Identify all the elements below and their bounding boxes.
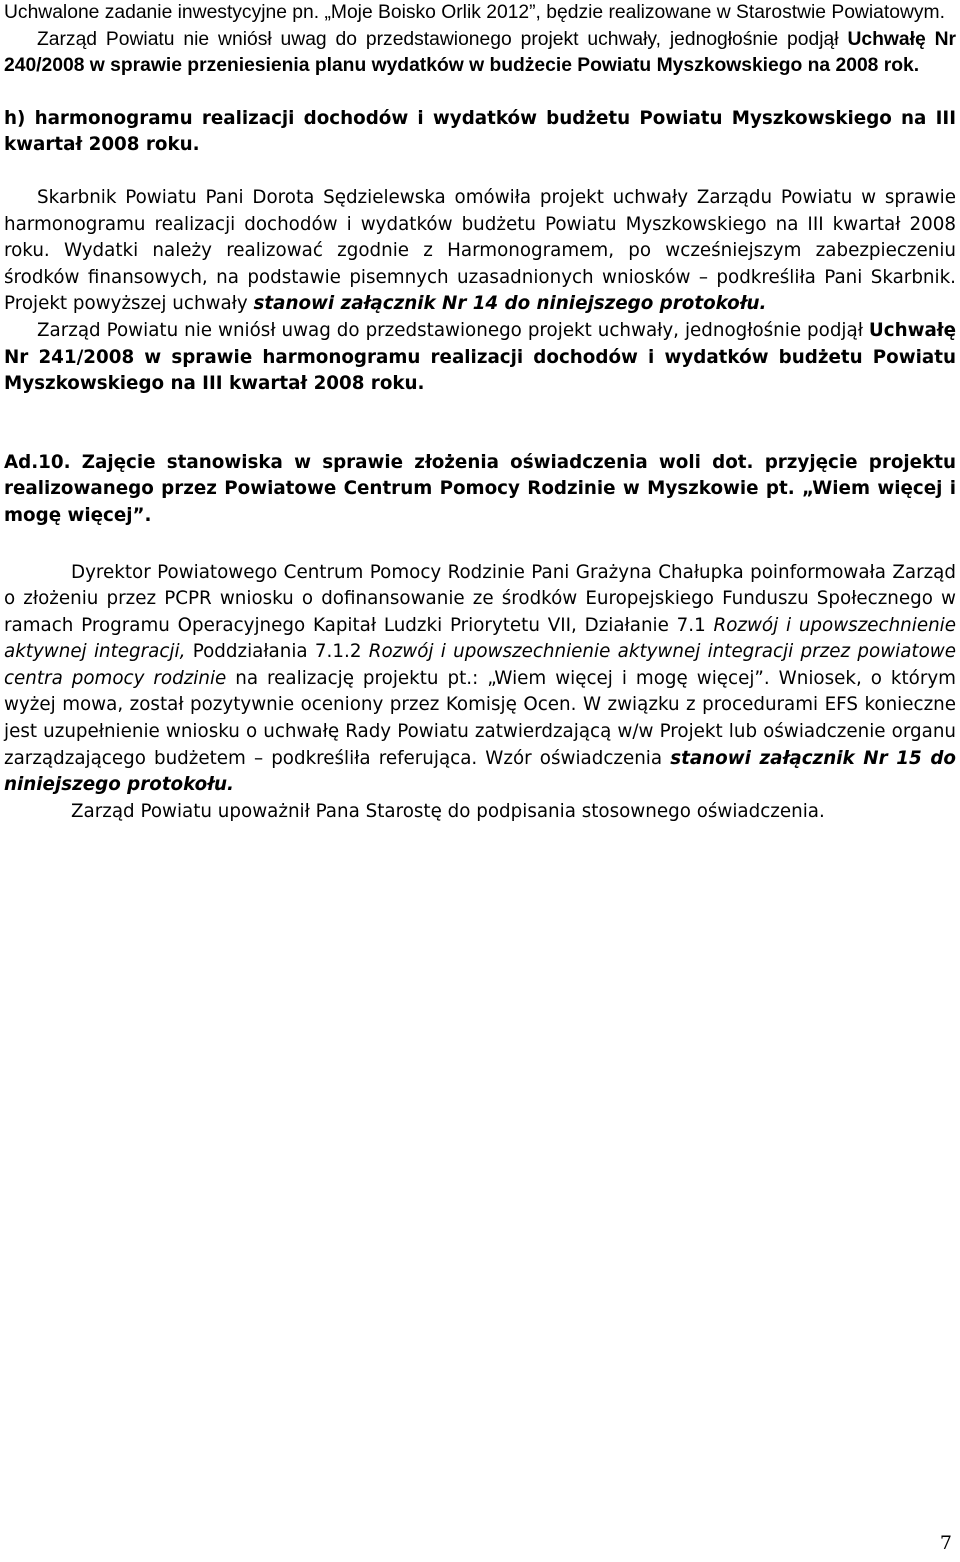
pcpr-paragraph (4, 560, 956, 799)
resolution-note: Uchwalone zadanie inwestycyjne pn. „Moje Boisko Orlik 2012”, będzie realizowane w Starostwie Powiatowym. (4, 2, 945, 23)
page-number: 7 (939, 1532, 952, 1554)
pcpr-text-b: Poddziałania 7.1.2 (185, 641, 369, 663)
resolution-text: Zarząd Powiatu nie wniósł uwag do przedstawionego projekt uchwały, jednogłośnie podjął (37, 28, 848, 50)
pcpr-italic-2: Rozwój i upowszechnienie aktywnej integracji przez powiatowe centra pomocy rodzinie (4, 641, 956, 689)
document-page (4, 0, 956, 825)
attachment-15-ref: stanowi załącznik Nr 15 do niniejszego protokołu. (4, 747, 956, 796)
resolution-241-paragraph (4, 318, 956, 398)
treasurer-paragraph (4, 185, 956, 318)
authorization-paragraph: Zarząd Powiatu upoważnił Pana Starostę do podpisania stosownego oświadczenia. (71, 800, 825, 822)
pcpr-text-a: Dyrektor Powiatowego Centrum Pomocy Rodzinie Pani Grażyna Chałupka poinformowała Zarząd o złożeniu przez PCPR wniosku o dofinansowanie ze środków Europejskiego Funduszu Społecznego w ramach Programu Operacyjnego Kapitał Ludzki Priorytetu VII, Działanie 7.1 (4, 561, 956, 636)
treasurer-text: Skarbnik Powiatu Pani Dorota Sędzielewska omówiła projekt uchwały Zarządu Powiatu w sprawie harmonogramu realizacji dochodów i wydatków budżetu Powiatu Myszkowskiego na III kwartał 2008 roku. Wydatki należy realizować zgodnie z Harmonogramem, po wcześniejszym zabezpieczeniu środków finansowych, na podstawie pisemnych uzasadnionych wniosków – podkreśliła Pani Skarbnik. Projekt powyższej uchwały (4, 186, 956, 315)
agenda-item-10-heading: Ad.10. Zajęcie stanowiska w sprawie złożenia oświadczenia woli dot. przyjęcie projektu realizowanego przez Powiatowe Centrum Pomocy Rodzinie w Myszkowie pt. „Wiem więcej i mogę więcej”. (4, 451, 956, 526)
resolution-241-text: Zarząd Powiatu nie wniósł uwag do przedstawionego projekt uchwały, jednogłośnie podjął (37, 319, 869, 341)
pcpr-italic-1: Rozwój i upowszechnienie aktywnej integracji, (4, 614, 956, 663)
resolution-paragraph (4, 27, 956, 80)
pcpr-text-c: na realizację projektu pt.: „Wiem więcej i mogę więcej”. Wniosek, o którym wyżej mowa, został pozytywnie oceniony przez Komisję Ocen. W związku z procedurami EFS konieczne jest uzupełnienie wniosku o uchwałę Rady Powiatu zatwierdzającą w/w Projekt lub oświadczenie organu zarządzającego budżetem – podkreśliła referująca. Wzór oświadczenia (4, 667, 956, 769)
resolution-240-bold: Uchwałę Nr 240/2008 w sprawie przeniesienia planu wydatków w budżecie Powiatu Myszkowskiego na 2008 rok. (4, 28, 957, 77)
section-h-heading: h) harmonogramu realizacji dochodów i wydatków budżetu Powiatu Myszkowskiego na III kwartał 2008 roku. (4, 107, 956, 156)
attachment-14-ref: stanowi załącznik Nr 14 do niniejszego protokołu. (253, 293, 767, 315)
resolution-241-bold: Uchwałę Nr 241/2008 w sprawie harmonogramu realizacji dochodów i wydatków budżetu Powiatu Myszkowskiego na III kwartał 2008 roku. (4, 319, 956, 395)
